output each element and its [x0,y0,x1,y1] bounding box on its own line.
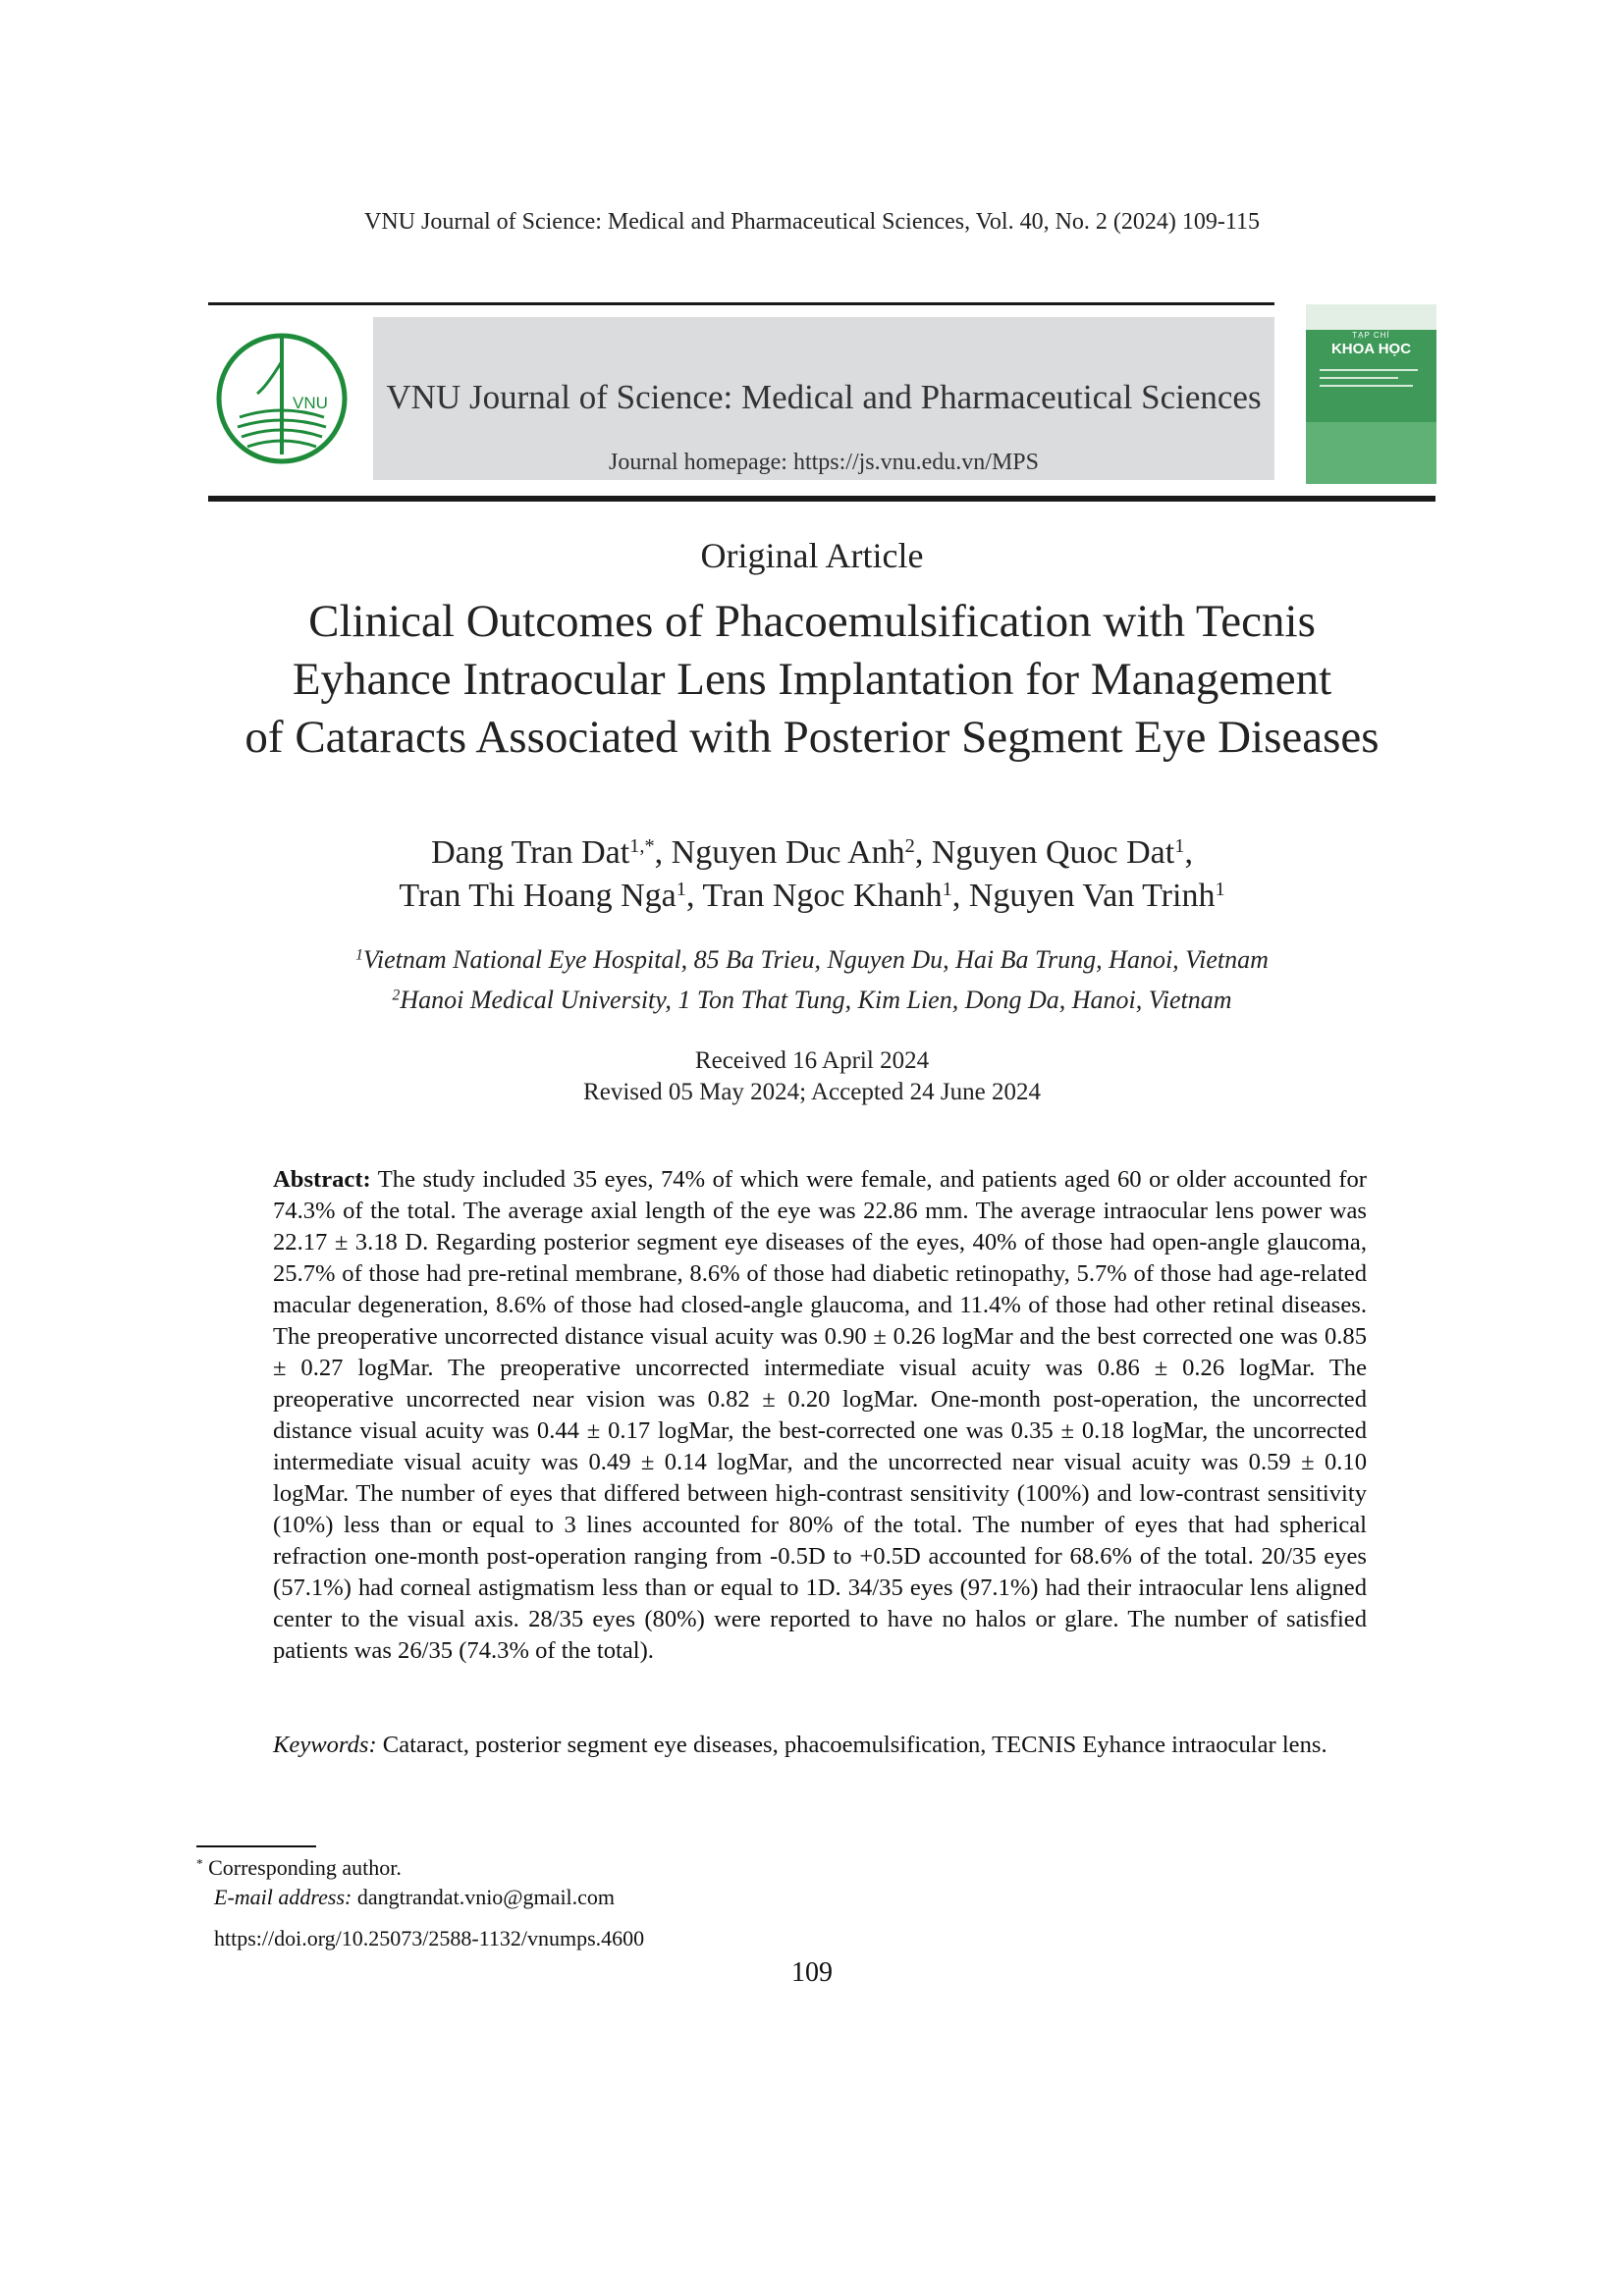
author-affiliation-marker: 2 [904,834,915,857]
footnote-email [214,1885,615,1910]
email-label: E-mail address: [214,1885,352,1909]
article-title-line: of Cataracts Associated with Posterior Segment Eye Diseases [244,712,1380,763]
received-date: Received 16 April 2024 [694,1047,930,1074]
journal-homepage-link[interactable]: Journal homepage: https://js.vnu.edu.vn/MPS [609,450,1039,475]
cover-title: KHOA HỌC [1330,341,1412,357]
author-name: Nguyen Quoc Dat [931,834,1175,871]
footnote-marker: * [196,1855,203,1871]
author-name: Tran Thi Hoang Nga [399,878,677,914]
page-number: 109 [791,1957,833,1988]
cover-masthead [1306,304,1436,330]
affiliation-marker: 1 [355,946,363,964]
author-affiliation-marker: 1 [676,878,686,900]
footnote-rule [196,1845,316,1847]
cover-band [1306,422,1436,484]
corresponding-label: Corresponding author. [202,1855,402,1880]
author-name: Nguyen Van Trinh [968,878,1216,914]
keywords-text: Cataract, posterior segment eye diseases, phacoemulsification, TECNIS Eyhance intraocular lens. [376,1732,1327,1758]
affiliation-text: Hanoi Medical University, 1 Ton That Tung, Kim Lien, Dong Da, Hanoi, Vietnam [400,986,1232,1014]
article-title-line: Eyhance Intraocular Lens Implantation for Management [292,654,1332,705]
affiliation [0,986,1624,1015]
vnu-logo [208,317,355,480]
revised-accepted-date: Revised 05 May 2024; Accepted 24 June 2024 [583,1079,1041,1105]
affiliation [0,945,1624,975]
abstract-text: The study included 35 eyes, 74% of which were female, and patients aged 60 or older accounted for 74.3% of the total. The average axial length of the eye was 22.86 mm. The average intraocular lens power was 22.17 ± 3.18 D. Regarding posterior segment eye diseases of the eyes, 40% of those had open-angle glaucoma, 25.7% of those had pre-retinal membrane, 8.6% of those had diabetic retinopathy, 5.7% of those had age-related macular degeneration, 8.6% of those had closed-angle glaucoma, and 11.4% of those had other retinal diseases. The preoperative uncorrected distance visual acuity was 0.90 ± 0.26 logMar and the best corrected one was 0.85 ± 0.27 logMar. The preoperative uncorrected intermediate visual acuity was 0.86 ± 0.26 logMar. The preoperative uncorrected near vision was 0.82 ± 0.20 logMar. One-month post-operation, the uncorrected distance visual acuity was 0.44 ± 0.17 logMar, the best-corrected one was 0.35 ± 0.18 logMar, the uncorrected intermediate visual acuity was 0.49 ± 0.14 logMar, and the uncorrected near visual acuity was 0.59 ± 0.10 logMar. The number of eyes that differed between high-contrast sensitivity (100%) and low-contrast sensitivity (10%) less than or equal to 3 lines accounted for 80% of the total. The number of eyes that had spherical refraction one-month post-operation ranging from -0.5D to +0.5D accounted for 68.6% of the total. 20/35 eyes (57.1%) had corneal astigmatism less than or equal to 1D. 34/35 eyes (97.1%) had their intraocular lens aligned center to the visual axis. 28/35 eyes (80%) were reported to have no halos or glare. The number of satisfied patients was 26/35 (74.3% of the total). [273,1166,1367,1664]
affiliation-text: Vietnam National Eye Hospital, 85 Ba Trieu, Nguyen Du, Hai Ba Trung, Hanoi, Vietnam [362,945,1269,974]
author-separator: , [654,834,672,871]
author-separator: , [951,878,969,914]
keywords-label: Keywords: [273,1732,377,1758]
author-affiliation-marker: 1 [942,878,952,900]
article-title-line: Clinical Outcomes of Phacoemulsification with Tecnis [308,596,1316,647]
author-affiliation-marker: 1 [1215,878,1225,900]
author-separator: , [1184,834,1193,871]
header-rule [208,302,1274,305]
running-header: VNU Journal of Science: Medical and Pharmaceutical Sciences, Vol. 40, No. 2 (2024) 109-115 [364,209,1260,235]
keywords [273,1730,1367,1761]
cover-text-line [1320,369,1418,371]
journal-banner [373,317,1274,480]
article-type: Original Article [700,536,924,575]
doi-link[interactable]: https://doi.org/10.25073/2588-1132/vnumps.4600 [214,1926,645,1950]
abstract [273,1164,1367,1667]
email-address[interactable]: dangtrandat.vnio@gmail.com [352,1885,616,1909]
vnu-logo-icon [208,317,355,480]
abstract-label: Abstract: [273,1166,371,1193]
author-separator: , [914,834,932,871]
journal-name: VNU Journal of Science: Medical and Pharmaceutical Sciences [386,378,1262,416]
author-name: Dang Tran Dat [431,834,630,871]
author-affiliation-marker: 1 [1174,834,1185,857]
author-affiliation-marker: 1,* [629,834,655,857]
author-name: Tran Ngoc Khanh [702,878,943,914]
author-line [0,834,1624,872]
logo-text: VNU [293,394,328,412]
cover-text-line [1320,377,1398,379]
affiliation-marker: 2 [392,987,401,1004]
author-separator: , [685,878,703,914]
journal-cover-thumbnail [1306,304,1436,484]
cover-tag: TẠP CHÍ [1352,331,1390,340]
banner-rule [208,496,1435,502]
author-name: Nguyen Duc Anh [671,834,905,871]
footnote-corresponding [196,1855,402,1881]
cover-text-line [1320,385,1413,387]
author-line [0,878,1624,915]
